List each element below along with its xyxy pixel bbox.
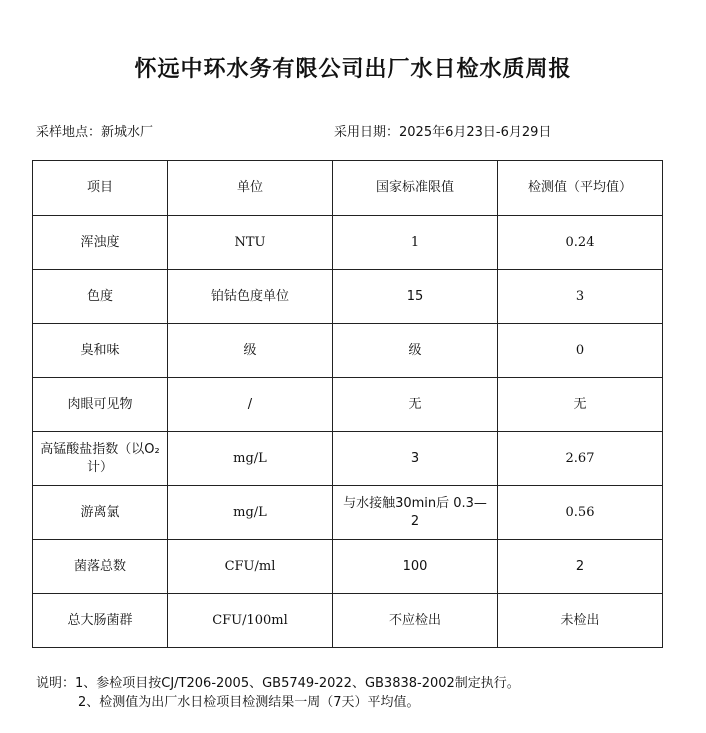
report-title: 怀远中环水务有限公司出厂水日检水质周报 — [134, 57, 572, 82]
cell-unit: 铂钴色度单位 — [168, 270, 333, 324]
cell-item: 总大肠菌群 — [33, 594, 168, 648]
table-row — [33, 324, 663, 378]
cell-value: 0.24 — [498, 216, 663, 270]
cell-unit: / — [168, 378, 333, 432]
cell-limit: 1 — [333, 216, 498, 270]
cell-unit: mg/L — [168, 432, 333, 486]
sampling-site: 采样地点：新城水厂 — [36, 125, 154, 140]
cell-limit: 级 — [333, 324, 498, 378]
cell-value: 0.56 — [498, 486, 663, 540]
cell-value: 3 — [498, 270, 663, 324]
note-line-1: 说明：1、参检项目按CJ/T206-2005、GB5749-2022、GB3838-2002制定执行。 — [36, 676, 520, 691]
cell-value: 2 — [498, 540, 663, 594]
cell-unit: CFU/ml — [168, 540, 333, 594]
cell-item: 臭和味 — [33, 324, 168, 378]
cell-value: 未检出 — [498, 594, 663, 648]
cell-unit: NTU — [168, 216, 333, 270]
cell-limit: 100 — [333, 540, 498, 594]
table-row — [33, 270, 663, 324]
cell-limit: 与水接触30min后 0.3—2 — [333, 486, 498, 540]
cell-unit: mg/L — [168, 486, 333, 540]
cell-limit: 无 — [333, 378, 498, 432]
sampling-date: 采用日期：2025年6月23日-6月29日 — [334, 125, 552, 140]
cell-limit: 不应检出 — [333, 594, 498, 648]
cell-item: 色度 — [33, 270, 168, 324]
table-row — [33, 594, 663, 648]
table-row — [33, 486, 663, 540]
cell-value: 2.67 — [498, 432, 663, 486]
cell-limit: 3 — [333, 432, 498, 486]
header-value: 检测值（平均值） — [498, 161, 663, 216]
cell-value: 无 — [498, 378, 663, 432]
table-row — [33, 378, 663, 432]
cell-limit: 15 — [333, 270, 498, 324]
cell-value: 0 — [498, 324, 663, 378]
table-header-row — [33, 161, 663, 216]
header-item: 项目 — [33, 161, 168, 216]
cell-unit: CFU/100ml — [168, 594, 333, 648]
note-line-2: 2、检测值为出厂水日检项目检测结果一周（7天）平均值。 — [78, 695, 420, 710]
cell-item: 菌落总数 — [33, 540, 168, 594]
cell-item: 浑浊度 — [33, 216, 168, 270]
cell-unit: 级 — [168, 324, 333, 378]
table-row — [33, 216, 663, 270]
header-limit: 国家标准限值 — [333, 161, 498, 216]
table-row — [33, 540, 663, 594]
notes — [36, 674, 520, 712]
cell-item: 游离氯 — [33, 486, 168, 540]
cell-item: 高锰酸盐指数（以O₂计） — [33, 432, 168, 486]
table-row — [33, 432, 663, 486]
cell-item: 肉眼可见物 — [33, 378, 168, 432]
water-quality-table — [32, 160, 663, 648]
header-unit: 单位 — [168, 161, 333, 216]
